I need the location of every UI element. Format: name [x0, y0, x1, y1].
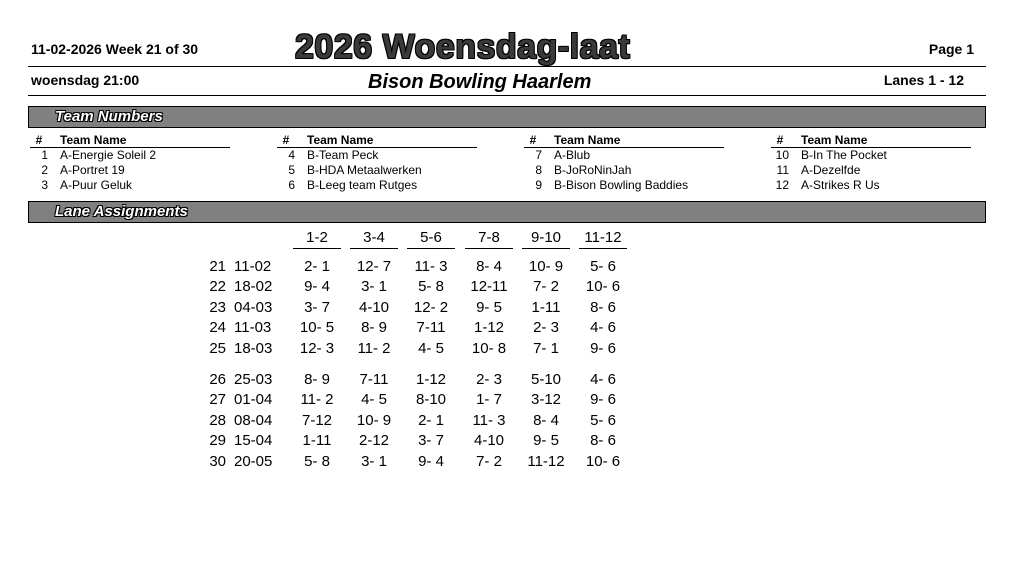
team-name: A-Energie Soleil 2	[60, 148, 157, 162]
team-column	[30, 133, 230, 193]
league-title: 2026 Woensdag-laat	[295, 28, 631, 66]
header-rule-bottom	[28, 95, 986, 96]
team-column-header	[524, 133, 724, 148]
team-number: 8	[535, 163, 542, 177]
team-row	[524, 163, 724, 178]
matchup-cell: 4-10	[358, 299, 390, 316]
team-number: 10	[775, 148, 789, 162]
matchup-cell: 8- 9	[304, 371, 330, 388]
matchup-cell: 5- 6	[590, 412, 616, 429]
team-name: A-Dezelfde	[801, 163, 861, 177]
matchup-cell: 3-12	[530, 391, 562, 408]
team-row	[524, 148, 724, 163]
team-row	[771, 178, 971, 193]
matchup-cell: 12- 2	[413, 299, 449, 316]
lane-pair-header	[522, 229, 570, 246]
week-date: 20-05	[234, 453, 273, 470]
matchup-cell: 9- 5	[476, 299, 502, 316]
matchup-cell: 8- 6	[590, 299, 616, 316]
matchup-cell: 3- 7	[304, 299, 330, 316]
lane-pair-underline	[407, 248, 455, 249]
matchup-cell: 3- 7	[418, 432, 444, 449]
matchup-cell: 9- 6	[590, 340, 616, 357]
matchup-cell: 9- 6	[590, 391, 616, 408]
week-date: 18-03	[234, 340, 273, 357]
week-number: 29	[209, 432, 226, 449]
week-date: 11-03	[234, 319, 272, 336]
week-number: 27	[209, 391, 226, 408]
schedule-row	[0, 453, 1021, 473]
lane-assignments-band	[28, 201, 986, 223]
team-numbers-title: Team Numbers	[55, 108, 163, 125]
team-number: 9	[535, 178, 542, 192]
team-column	[277, 133, 477, 193]
lane-pair-header	[350, 229, 398, 246]
week-date: 04-03	[234, 299, 273, 316]
matchup-cell: 10- 9	[356, 412, 392, 429]
matchup-cell: 2- 1	[418, 412, 444, 429]
team-name: B-JoRoNinJah	[554, 163, 632, 177]
day-time-label: woensdag 21:00	[31, 72, 140, 88]
team-row	[30, 178, 230, 193]
matchup-cell: 8-10	[415, 391, 447, 408]
matchup-cell: 7-12	[301, 412, 333, 429]
matchup-cell: 2- 1	[304, 258, 330, 275]
week-date: 18-02	[234, 278, 273, 295]
matchup-cell: 8- 6	[590, 432, 616, 449]
schedule-row	[0, 258, 1021, 278]
schedule-row	[0, 371, 1021, 391]
team-name: A-Strikes R Us	[801, 178, 880, 192]
matchup-cell: 4- 5	[361, 391, 387, 408]
lane-pair-header	[293, 229, 341, 246]
team-name: A-Portret 19	[60, 163, 125, 177]
matchup-cell: 4- 6	[590, 319, 616, 336]
lane-pair-header	[579, 229, 627, 246]
lane-assignments-title: Lane Assignments	[55, 203, 188, 220]
team-name: B-In The Pocket	[801, 148, 887, 162]
matchup-cell: 4- 5	[418, 340, 444, 357]
matchup-cell: 10- 6	[585, 453, 621, 470]
week-date: 08-04	[234, 412, 273, 429]
team-name-header: Team Name	[60, 133, 127, 147]
team-row	[30, 148, 230, 163]
team-name: B-HDA Metaalwerken	[307, 163, 422, 177]
matchup-cell: 7- 2	[476, 453, 502, 470]
matchup-cell: 11-12	[527, 453, 565, 470]
week-number: 22	[209, 278, 226, 295]
team-name-header: Team Name	[554, 133, 621, 147]
matchup-cell: 1-12	[415, 371, 447, 388]
matchup-cell: 11- 2	[300, 391, 334, 408]
matchup-cell: 12- 7	[356, 258, 392, 275]
team-column	[771, 133, 971, 193]
matchup-cell: 11- 3	[414, 258, 448, 275]
lane-pair-header	[465, 229, 513, 246]
team-number: 12	[775, 178, 789, 192]
team-number-header: #	[776, 133, 784, 147]
week-date: 25-03	[234, 371, 273, 388]
lanes-range: Lanes 1 - 12	[883, 72, 964, 88]
team-name: B-Team Peck	[307, 148, 379, 162]
header-rule	[28, 66, 986, 67]
team-number: 4	[288, 148, 295, 162]
week-number: 23	[209, 299, 226, 316]
matchup-cell: 5- 8	[304, 453, 330, 470]
team-column-header	[277, 133, 477, 148]
lane-pair-underline	[350, 248, 398, 249]
matchup-cell: 11- 3	[472, 412, 506, 429]
matchup-cell: 7- 2	[533, 278, 559, 295]
team-column-header	[771, 133, 971, 148]
page-number: Page 1	[928, 41, 974, 57]
team-name: A-Puur Geluk	[60, 178, 133, 192]
week-number: 30	[209, 453, 226, 470]
matchup-cell: 3- 1	[361, 278, 387, 295]
lane-pair-underline	[465, 248, 513, 249]
matchup-cell: 12- 3	[299, 340, 335, 357]
team-number: 7	[535, 148, 542, 162]
week-number: 24	[209, 319, 226, 336]
week-date: 11-02	[234, 258, 272, 275]
matchup-cell: 1-12	[473, 319, 505, 336]
lane-pair-label: 11-12	[584, 229, 622, 246]
matchup-cell: 10- 5	[299, 319, 335, 336]
team-number: 5	[288, 163, 295, 177]
team-number: 2	[41, 163, 48, 177]
team-row	[771, 148, 971, 163]
lane-pair-underline	[579, 248, 627, 249]
matchup-cell: 5- 8	[418, 278, 444, 295]
matchup-cell: 3- 1	[361, 453, 387, 470]
schedule-row	[0, 278, 1021, 298]
team-name: B-Bison Bowling Baddies	[554, 178, 689, 192]
schedule-row	[0, 391, 1021, 411]
matchup-cell: 2- 3	[533, 319, 559, 336]
lane-pair-label: 1-2	[306, 229, 328, 246]
schedule-row	[0, 432, 1021, 452]
week-number: 28	[209, 412, 226, 429]
lane-pair-underline	[293, 248, 341, 249]
matchup-cell: 8- 9	[361, 319, 387, 336]
schedule-row	[0, 319, 1021, 339]
matchup-cell: 9- 4	[418, 453, 444, 470]
matchup-cell: 1-11	[302, 432, 332, 449]
matchup-cell: 1- 7	[476, 391, 502, 408]
team-column	[524, 133, 724, 193]
matchup-cell: 7-11	[416, 319, 446, 336]
team-row	[524, 178, 724, 193]
lane-pair-underline	[522, 248, 570, 249]
team-row	[771, 163, 971, 178]
matchup-cell: 12-11	[470, 278, 508, 295]
lane-pair-label: 9-10	[530, 229, 562, 246]
lane-pair-label: 3-4	[363, 229, 385, 246]
team-number: 1	[41, 148, 48, 162]
team-row	[277, 148, 477, 163]
week-date: 01-04	[234, 391, 273, 408]
schedule-row	[0, 412, 1021, 432]
team-row	[277, 178, 477, 193]
matchup-cell: 10- 9	[528, 258, 564, 275]
matchup-cell: 10- 6	[585, 278, 621, 295]
team-number: 6	[288, 178, 295, 192]
matchup-cell: 8- 4	[476, 258, 502, 275]
team-number: 11	[776, 163, 789, 177]
matchup-cell: 11- 2	[357, 340, 391, 357]
matchup-cell: 7- 1	[533, 340, 559, 357]
team-number-header: #	[529, 133, 537, 147]
matchup-cell: 8- 4	[533, 412, 559, 429]
center-name: Bison Bowling Haarlem	[368, 71, 592, 93]
team-name: A-Blub	[554, 148, 591, 162]
matchup-cell: 4-10	[473, 432, 505, 449]
team-column-header	[30, 133, 230, 148]
team-name-header: Team Name	[801, 133, 868, 147]
matchup-cell: 9- 4	[304, 278, 330, 295]
matchup-cell: 4- 6	[590, 371, 616, 388]
matchup-cell: 2-12	[358, 432, 390, 449]
lane-pair-label: 7-8	[478, 229, 500, 246]
team-name: B-Leeg team Rutges	[307, 178, 418, 192]
matchup-cell: 1-11	[531, 299, 561, 316]
lane-pair-label: 5-6	[420, 229, 442, 246]
matchup-cell: 2- 3	[476, 371, 502, 388]
team-row	[30, 163, 230, 178]
team-numbers-band	[28, 106, 986, 128]
team-number-header: #	[282, 133, 290, 147]
lane-pair-header	[407, 229, 455, 246]
team-number: 3	[41, 178, 48, 192]
team-name-header: Team Name	[307, 133, 374, 147]
schedule-row	[0, 340, 1021, 360]
week-date: 15-04	[234, 432, 273, 449]
matchup-cell: 9- 5	[533, 432, 559, 449]
team-number-header: #	[35, 133, 43, 147]
week-number: 26	[209, 371, 226, 388]
matchup-cell: 5- 6	[590, 258, 616, 275]
matchup-cell: 5-10	[530, 371, 562, 388]
matchup-cell: 7-11	[359, 371, 389, 388]
week-number: 25	[209, 340, 226, 357]
matchup-cell: 10- 8	[471, 340, 507, 357]
schedule-row	[0, 299, 1021, 319]
week-number: 21	[209, 258, 226, 275]
team-row	[277, 163, 477, 178]
date-week-label: 11-02-2026 Week 21 of 30	[31, 41, 199, 57]
